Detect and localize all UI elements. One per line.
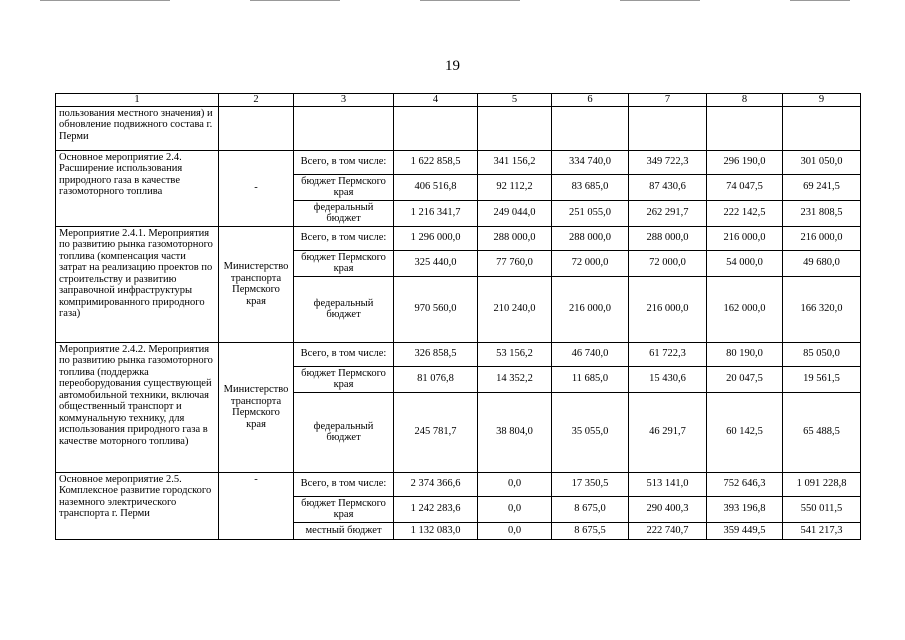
scan-top-rule — [420, 0, 520, 1]
amount-cell: 341 156,2 — [478, 150, 552, 174]
responsible-executor: Министерство транспорта Пермского края — [219, 342, 294, 472]
amount-cell: 231 808,5 — [783, 200, 861, 226]
amount-cell: 301 050,0 — [783, 150, 861, 174]
column-number: 9 — [783, 94, 861, 107]
budget-row — [56, 226, 861, 250]
amount-cell: 38 804,0 — [478, 392, 552, 472]
column-number: 6 — [552, 94, 629, 107]
amount-cell: 162 000,0 — [707, 276, 783, 342]
amount-cell: 0,0 — [478, 522, 552, 539]
funding-source: бюджет Пермского края — [294, 250, 394, 276]
column-number: 5 — [478, 94, 552, 107]
measure-name: Основное мероприятие 2.4. Расширение использования природного газа в качестве газомоторного топлива — [56, 150, 219, 226]
amount-cell: 77 760,0 — [478, 250, 552, 276]
funding-source: федеральный бюджет — [294, 200, 394, 226]
amount-cell: 970 560,0 — [394, 276, 478, 342]
column-number-row — [56, 94, 861, 107]
funding-source: федеральный бюджет — [294, 276, 394, 342]
budget-table — [55, 93, 861, 540]
amount-cell: 92 112,2 — [478, 174, 552, 200]
amount-cell: 325 440,0 — [394, 250, 478, 276]
amount-cell: 393 196,8 — [707, 496, 783, 522]
amount-cell: 81 076,8 — [394, 366, 478, 392]
amount-cell: 1 091 228,8 — [783, 472, 861, 496]
amount-cell: 290 400,3 — [629, 496, 707, 522]
amount-cell: 262 291,7 — [629, 200, 707, 226]
amount-cell: 69 241,5 — [783, 174, 861, 200]
budget-row — [56, 342, 861, 366]
amount-cell: 251 055,0 — [552, 200, 629, 226]
amount-cell: 19 561,5 — [783, 366, 861, 392]
amount-cell: 513 141,0 — [629, 472, 707, 496]
amount-cell: 8 675,5 — [552, 522, 629, 539]
funding-source: Всего, в том числе: — [294, 342, 394, 366]
responsible-executor: - — [219, 472, 294, 539]
amount-cell: 14 352,2 — [478, 366, 552, 392]
empty-cell — [707, 106, 783, 150]
amount-cell: 249 044,0 — [478, 200, 552, 226]
amount-cell: 87 430,6 — [629, 174, 707, 200]
amount-cell: 11 685,0 — [552, 366, 629, 392]
amount-cell: 1 622 858,5 — [394, 150, 478, 174]
amount-cell: 20 047,5 — [707, 366, 783, 392]
empty-cell — [629, 106, 707, 150]
amount-cell: 8 675,0 — [552, 496, 629, 522]
amount-cell: 216 000,0 — [629, 276, 707, 342]
measure-name: Мероприятие 2.4.2. Мероприятия по развитию рынка газомоторного топлива (поддержка переоборудования существующей автомобильной техники, включая общественный транспорт и коммунальную технику, для использования природного газа в качестве моторного топлива) — [56, 342, 219, 472]
amount-cell: 0,0 — [478, 496, 552, 522]
amount-cell: 0,0 — [478, 472, 552, 496]
amount-cell: 222 142,5 — [707, 200, 783, 226]
column-number: 8 — [707, 94, 783, 107]
amount-cell: 53 156,2 — [478, 342, 552, 366]
amount-cell: 17 350,5 — [552, 472, 629, 496]
empty-cell — [294, 106, 394, 150]
responsible-executor: - — [219, 150, 294, 226]
amount-cell: 210 240,0 — [478, 276, 552, 342]
funding-source: бюджет Пермского края — [294, 496, 394, 522]
amount-cell: 1 216 341,7 — [394, 200, 478, 226]
amount-cell: 245 781,7 — [394, 392, 478, 472]
amount-cell: 61 722,3 — [629, 342, 707, 366]
amount-cell: 216 000,0 — [707, 226, 783, 250]
amount-cell: 74 047,5 — [707, 174, 783, 200]
amount-cell: 1 296 000,0 — [394, 226, 478, 250]
amount-cell: 406 516,8 — [394, 174, 478, 200]
funding-source: бюджет Пермского края — [294, 366, 394, 392]
amount-cell: 2 374 366,6 — [394, 472, 478, 496]
funding-source: федеральный бюджет — [294, 392, 394, 472]
column-number: 3 — [294, 94, 394, 107]
amount-cell: 334 740,0 — [552, 150, 629, 174]
amount-cell: 359 449,5 — [707, 522, 783, 539]
amount-cell: 72 000,0 — [552, 250, 629, 276]
column-number: 4 — [394, 94, 478, 107]
page-number: 19 — [445, 58, 460, 74]
budget-row — [56, 150, 861, 174]
amount-cell: 222 740,7 — [629, 522, 707, 539]
funding-source: местный бюджет — [294, 522, 394, 539]
amount-cell: 85 050,0 — [783, 342, 861, 366]
empty-cell — [478, 106, 552, 150]
amount-cell: 326 858,5 — [394, 342, 478, 366]
empty-cell — [552, 106, 629, 150]
continuation-row — [56, 106, 861, 150]
amount-cell: 80 190,0 — [707, 342, 783, 366]
funding-source: Всего, в том числе: — [294, 472, 394, 496]
amount-cell: 216 000,0 — [783, 226, 861, 250]
amount-cell: 1 242 283,6 — [394, 496, 478, 522]
measure-name: Мероприятие 2.4.1. Мероприятия по развитию рынка газомоторного топлива (компенсация части затрат на реализацию проектов по строительству и развитию заправочной инфраструктуры компримированного природного газа) — [56, 226, 219, 342]
amount-cell: 541 217,3 — [783, 522, 861, 539]
amount-cell: 288 000,0 — [629, 226, 707, 250]
amount-cell: 83 685,0 — [552, 174, 629, 200]
amount-cell: 49 680,0 — [783, 250, 861, 276]
amount-cell: 288 000,0 — [478, 226, 552, 250]
amount-cell: 54 000,0 — [707, 250, 783, 276]
measure-name: пользования местного значения) и обновление подвижного состава г. Перми — [56, 106, 219, 150]
amount-cell: 216 000,0 — [552, 276, 629, 342]
amount-cell: 296 190,0 — [707, 150, 783, 174]
measure-name: Основное мероприятие 2.5. Комплексное развитие городского наземного электрического транспорта г. Перми — [56, 472, 219, 539]
amount-cell: 1 132 083,0 — [394, 522, 478, 539]
amount-cell: 65 488,5 — [783, 392, 861, 472]
amount-cell: 349 722,3 — [629, 150, 707, 174]
funding-source: Всего, в том числе: — [294, 226, 394, 250]
amount-cell: 752 646,3 — [707, 472, 783, 496]
amount-cell: 72 000,0 — [629, 250, 707, 276]
empty-cell — [219, 106, 294, 150]
amount-cell: 60 142,5 — [707, 392, 783, 472]
empty-cell — [783, 106, 861, 150]
scan-top-rule — [40, 0, 170, 1]
amount-cell: 15 430,6 — [629, 366, 707, 392]
amount-cell: 288 000,0 — [552, 226, 629, 250]
amount-cell: 46 291,7 — [629, 392, 707, 472]
responsible-executor: Министерство транспорта Пермского края — [219, 226, 294, 342]
funding-source: бюджет Пермского края — [294, 174, 394, 200]
amount-cell: 550 011,5 — [783, 496, 861, 522]
budget-row — [56, 472, 861, 496]
column-number: 1 — [56, 94, 219, 107]
funding-source: Всего, в том числе: — [294, 150, 394, 174]
scan-top-rule — [250, 0, 340, 1]
scan-top-rule — [790, 0, 850, 1]
scan-top-rule — [620, 0, 700, 1]
amount-cell: 166 320,0 — [783, 276, 861, 342]
column-number: 7 — [629, 94, 707, 107]
column-number: 2 — [219, 94, 294, 107]
amount-cell: 46 740,0 — [552, 342, 629, 366]
empty-cell — [394, 106, 478, 150]
amount-cell: 35 055,0 — [552, 392, 629, 472]
